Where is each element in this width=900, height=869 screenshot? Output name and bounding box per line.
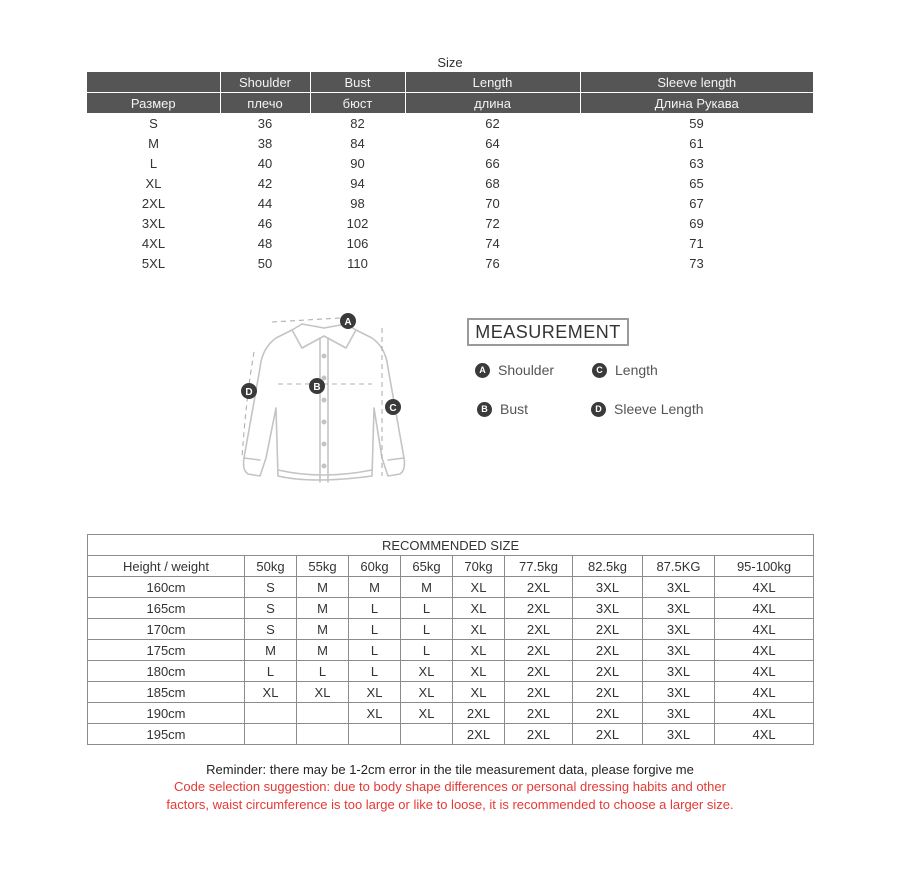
size-value-cell: 98 xyxy=(350,195,365,211)
recommended-size-cell: 2XL xyxy=(573,661,643,682)
recommended-header-cell: 60kg xyxy=(349,556,401,577)
size-label-cell: S xyxy=(149,115,158,131)
diagram-marker-a xyxy=(340,313,356,329)
recommended-size-cell: 2XL xyxy=(505,619,573,640)
recommended-row xyxy=(88,724,814,745)
recommended-title-row xyxy=(88,535,814,556)
recommended-size-cell: 2XL xyxy=(505,640,573,661)
size-label-cell: M xyxy=(148,135,159,151)
recommended-size-cell: 2XL xyxy=(453,724,505,745)
diagram-marker-d xyxy=(241,383,257,399)
recommended-size-cell xyxy=(297,703,349,724)
height-cell: 195cm xyxy=(88,724,245,745)
recommended-row xyxy=(88,682,814,703)
legend-item-length xyxy=(592,362,658,378)
height-cell: 170cm xyxy=(88,619,245,640)
size-header-cell: Shoulder xyxy=(220,72,310,93)
height-cell: 190cm xyxy=(88,703,245,724)
recommended-size-cell: 3XL xyxy=(643,640,715,661)
recommended-header-cell: Height / weight xyxy=(88,556,245,577)
size-row xyxy=(87,193,813,213)
recommended-size-cell: 3XL xyxy=(643,577,715,598)
recommended-size-cell: 2XL xyxy=(505,661,573,682)
svg-text:B: B xyxy=(313,382,321,393)
recommended-size-cell: XL xyxy=(453,577,505,598)
recommended-size-cell: 2XL xyxy=(505,682,573,703)
recommended-size-cell: 2XL xyxy=(573,682,643,703)
legend-label: Shoulder xyxy=(498,362,555,378)
size-value-cell: 106 xyxy=(346,235,369,251)
size-label-cell: L xyxy=(149,155,158,171)
height-cell: 165cm xyxy=(88,598,245,619)
recommended-size-table xyxy=(87,534,814,745)
recommended-size-cell: XL xyxy=(453,682,505,703)
size-header-cell: плечо xyxy=(220,93,310,114)
recommended-size-cell: 3XL xyxy=(643,682,715,703)
recommended-size-cell: L xyxy=(401,598,453,619)
recommended-header-cell: 55kg xyxy=(297,556,349,577)
recommended-size-cell: M xyxy=(245,640,297,661)
recommended-size-cell: S xyxy=(245,619,297,640)
size-value-cell: 48 xyxy=(257,235,273,251)
size-value-cell: 70 xyxy=(485,195,500,211)
recommended-size-cell: L xyxy=(349,640,401,661)
size-row xyxy=(87,213,813,233)
size-value-cell: 62 xyxy=(485,115,500,131)
recommended-size-cell: 3XL xyxy=(573,598,643,619)
size-value-cell: 44 xyxy=(257,195,273,211)
recommended-size-cell: 4XL xyxy=(715,661,814,682)
size-header-row-ru xyxy=(87,93,813,114)
size-header-cell: Length xyxy=(405,72,580,93)
recommended-header-cell: 82.5kg xyxy=(573,556,643,577)
recommended-size-cell: 2XL xyxy=(453,703,505,724)
size-table-body xyxy=(87,113,813,273)
recommended-size-cell: M xyxy=(297,619,349,640)
size-header-cell: Длина Рукава xyxy=(580,93,813,114)
legend-item-shoulder xyxy=(475,362,554,378)
recommended-size-cell: 2XL xyxy=(505,598,573,619)
recommended-size-cell: L xyxy=(401,640,453,661)
size-value-cell: 36 xyxy=(257,115,273,131)
recommended-header-cell: 50kg xyxy=(245,556,297,577)
size-row xyxy=(87,173,813,193)
size-value-cell: 64 xyxy=(485,135,500,151)
recommended-size-cell: XL xyxy=(401,661,453,682)
size-table xyxy=(87,72,813,273)
height-cell: 185cm xyxy=(88,682,245,703)
recommended-size-cell: 4XL xyxy=(715,724,814,745)
recommended-size-cell: M xyxy=(297,640,349,661)
recommended-size-cell: XL xyxy=(349,703,401,724)
recommended-size-cell: 2XL xyxy=(505,577,573,598)
size-value-cell: 67 xyxy=(689,195,704,211)
recommended-size-cell: L xyxy=(349,598,401,619)
recommended-size-cell: 2XL xyxy=(573,640,643,661)
recommended-size-cell: 4XL xyxy=(715,577,814,598)
size-suggestion-line: Code selection suggestion: due to body shape differences or personal dressing habits and other xyxy=(174,779,726,794)
size-value-cell: 84 xyxy=(350,135,365,151)
size-label-cell: XL xyxy=(145,175,162,191)
recommended-size-cell xyxy=(401,724,453,745)
size-label-cell: 2XL xyxy=(141,195,166,211)
measurement-title: MEASUREMENT xyxy=(467,318,629,346)
size-header-cell: Bust xyxy=(310,72,405,93)
legend-item-sleeve-length xyxy=(591,401,704,417)
recommended-header-cell: 87.5KG xyxy=(643,556,715,577)
recommended-size-cell: XL xyxy=(453,598,505,619)
recommended-size-cell: 2XL xyxy=(573,703,643,724)
recommended-header-cell: 77.5kg xyxy=(505,556,573,577)
size-value-cell: 102 xyxy=(346,215,369,231)
size-header-cell xyxy=(87,72,220,93)
size-value-cell: 65 xyxy=(689,175,704,191)
recommended-size-cell: XL xyxy=(245,682,297,703)
recommended-size-cell: 3XL xyxy=(643,619,715,640)
recommended-header-cell: 65kg xyxy=(401,556,453,577)
recommended-size-cell: M xyxy=(297,577,349,598)
recommended-size-cell: M xyxy=(349,577,401,598)
size-row xyxy=(87,233,813,253)
recommended-size-cell: 3XL xyxy=(643,703,715,724)
size-row xyxy=(87,133,813,153)
recommended-size-cell xyxy=(245,724,297,745)
size-header-cell: Размер xyxy=(87,93,220,114)
size-table-caption: Size xyxy=(437,55,463,70)
recommended-size-cell: 2XL xyxy=(573,724,643,745)
recommended-size-cell: 4XL xyxy=(715,640,814,661)
recommended-size-cell: XL xyxy=(349,682,401,703)
size-label-cell: 3XL xyxy=(141,215,166,231)
recommended-size-cell: L xyxy=(245,661,297,682)
recommended-size-cell: L xyxy=(401,619,453,640)
size-row xyxy=(87,253,813,273)
svg-text:D: D xyxy=(245,387,253,398)
recommended-size-cell: 3XL xyxy=(573,577,643,598)
size-value-cell: 50 xyxy=(257,255,273,271)
recommended-size-cell: XL xyxy=(401,703,453,724)
size-header-cell: бюст xyxy=(310,93,405,114)
marker-b-icon: B xyxy=(477,402,492,417)
recommended-size-cell: XL xyxy=(401,682,453,703)
recommended-size-cell xyxy=(349,724,401,745)
legend-label: Sleeve Length xyxy=(614,401,704,417)
marker-c-icon: C xyxy=(592,363,607,378)
diagram-marker-b xyxy=(309,378,325,394)
recommended-size-cell: 2XL xyxy=(505,703,573,724)
recommended-size-cell: L xyxy=(349,619,401,640)
recommended-header-cell: 70kg xyxy=(453,556,505,577)
size-value-cell: 59 xyxy=(689,115,704,131)
size-value-cell: 69 xyxy=(689,215,704,231)
marker-a-icon: A xyxy=(475,363,490,378)
size-value-cell: 73 xyxy=(689,255,704,271)
recommended-size-cell: XL xyxy=(453,619,505,640)
recommended-header-row xyxy=(88,556,814,577)
recommended-size-cell: 4XL xyxy=(715,619,814,640)
shirt-outline-icon xyxy=(232,308,422,498)
diagram-marker-c xyxy=(385,399,401,415)
recommended-size-cell: 2XL xyxy=(573,619,643,640)
recommended-size-cell: XL xyxy=(453,661,505,682)
recommended-size-cell: 4XL xyxy=(715,598,814,619)
recommended-row xyxy=(88,640,814,661)
recommended-row xyxy=(88,577,814,598)
recommended-size-cell: M xyxy=(401,577,453,598)
size-value-cell: 61 xyxy=(689,135,704,151)
size-value-cell: 42 xyxy=(257,175,273,191)
size-value-cell: 38 xyxy=(257,135,273,151)
size-value-cell: 63 xyxy=(689,155,704,171)
recommended-size-cell: L xyxy=(297,661,349,682)
size-value-cell: 40 xyxy=(257,155,273,171)
recommended-size-cell: 4XL xyxy=(715,703,814,724)
recommended-title: RECOMMENDED SIZE xyxy=(88,535,814,556)
legend-label: Bust xyxy=(500,401,529,417)
marker-d-icon: D xyxy=(591,402,606,417)
recommended-size-cell: L xyxy=(349,661,401,682)
recommended-size-cell: 3XL xyxy=(643,598,715,619)
recommended-row xyxy=(88,598,814,619)
recommended-table-body xyxy=(88,577,814,745)
size-value-cell: 90 xyxy=(350,155,365,171)
recommended-size-cell: 3XL xyxy=(643,661,715,682)
size-header-cell: длина xyxy=(405,93,580,114)
height-cell: 160cm xyxy=(88,577,245,598)
recommended-size-cell: XL xyxy=(297,682,349,703)
size-value-cell: 72 xyxy=(485,215,500,231)
recommended-header-cell: 95-100kg xyxy=(715,556,814,577)
recommended-size-cell xyxy=(297,724,349,745)
size-row xyxy=(87,113,813,133)
height-cell: 175cm xyxy=(88,640,245,661)
recommended-size-cell: 2XL xyxy=(505,724,573,745)
size-value-cell: 76 xyxy=(485,255,500,271)
size-value-cell: 110 xyxy=(347,255,368,271)
recommended-size-cell: S xyxy=(245,577,297,598)
size-value-cell: 74 xyxy=(485,235,500,251)
recommended-size-cell xyxy=(245,703,297,724)
size-value-cell: 68 xyxy=(485,175,500,191)
size-value-cell: 94 xyxy=(350,175,365,191)
svg-text:A: A xyxy=(344,317,352,328)
legend-item-bust xyxy=(477,401,528,417)
size-header-cell: Sleeve length xyxy=(580,72,813,93)
reminder-note: Reminder: there may be 1-2cm error in the tile measurement data, please forgive me xyxy=(206,762,694,777)
height-cell: 180cm xyxy=(88,661,245,682)
recommended-row xyxy=(88,661,814,682)
legend-label: Length xyxy=(615,362,658,378)
svg-text:C: C xyxy=(389,403,397,414)
size-label-cell: 5XL xyxy=(141,255,166,271)
size-value-cell: 82 xyxy=(350,115,365,131)
recommended-size-cell: XL xyxy=(453,640,505,661)
size-header-row-en xyxy=(87,72,813,93)
recommended-size-cell: 4XL xyxy=(715,682,814,703)
size-row xyxy=(87,153,813,173)
recommended-size-cell: M xyxy=(297,598,349,619)
size-value-cell: 71 xyxy=(689,235,704,251)
size-value-cell: 46 xyxy=(257,215,273,231)
recommended-row xyxy=(88,703,814,724)
recommended-size-cell: 3XL xyxy=(643,724,715,745)
recommended-row xyxy=(88,619,814,640)
size-suggestion-line: factors, waist circumference is too large or like to loose, it is recommended to choose a larger size. xyxy=(166,797,734,812)
size-value-cell: 66 xyxy=(485,155,500,171)
recommended-size-cell: S xyxy=(245,598,297,619)
size-label-cell: 4XL xyxy=(141,235,166,251)
